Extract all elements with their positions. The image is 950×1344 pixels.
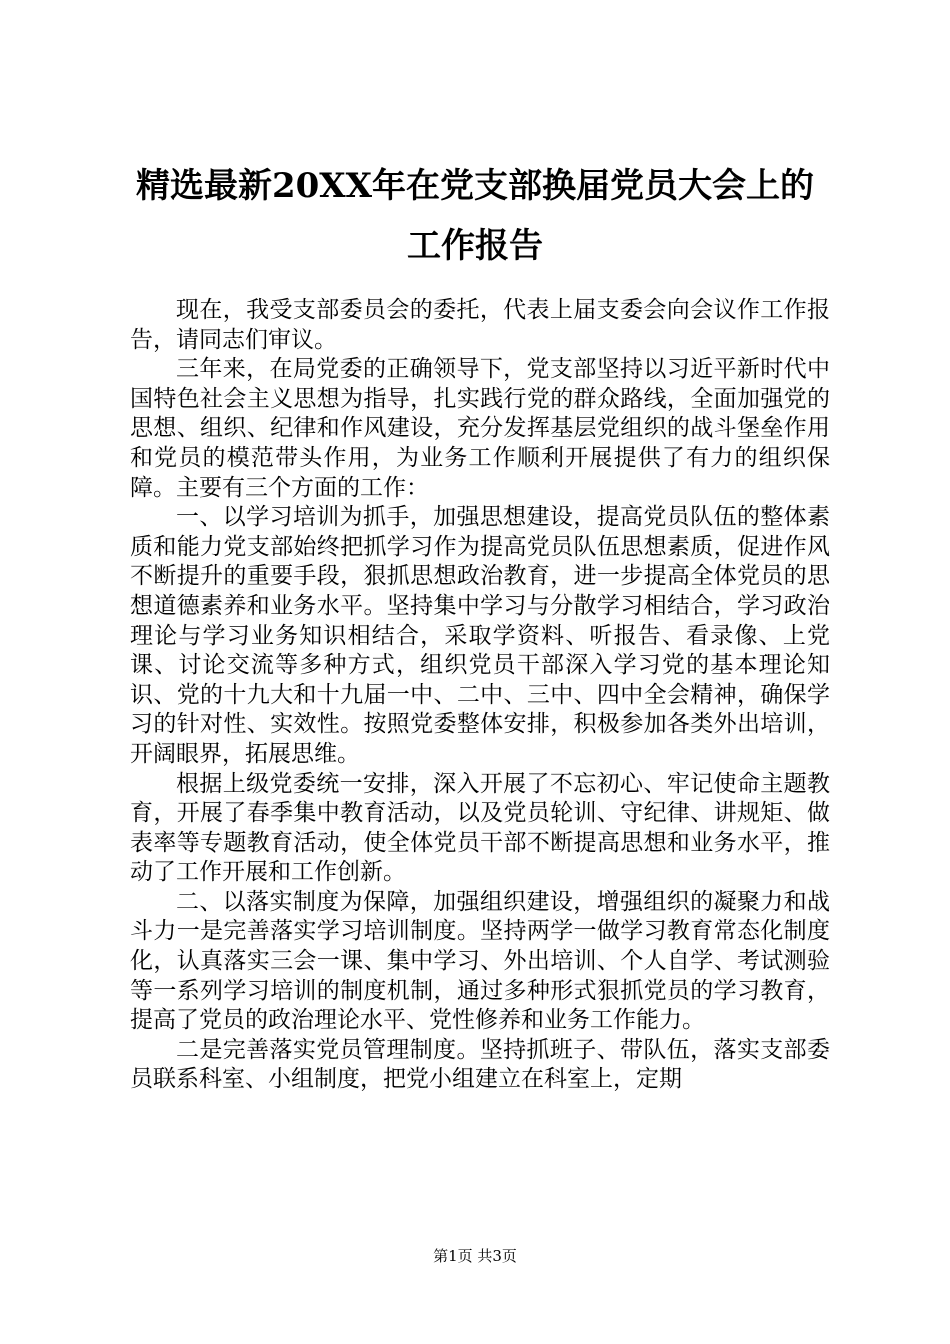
paragraph-education: 根据上级党委统一安排，深入开展了不忘初心、牢记使命主题教育，开展了春季集中教育活动，以及党员轮训、守纪律、讲规矩、做表率等专题教育活动，使全体党员干部不断提高思想和业务水平，推动了工作开展和工作创新。 [130,770,830,886]
paragraph-section-1: 一、以学习培训为抓手，加强思想建设，提高党员队伍的整体素质和能力党支部始终把抓学习作为提高党员队伍思想素质，促进作风不断提升的重要手段，狠抓思想政治教育，进一步提高全体党员的思想道德素养和业务水平。坚持集中学习与分散学习相结合，学习政治理论与学习业务知识相结合，采取学资料、听报告、看录像、上党课、讨论交流等多种方式，组织党员干部深入学习党的基本理论知识、党的十九大和十九届一中、二中、三中、四中全会精神，确保学习的针对性、实效性。按照党委整体安排，积极参加各类外出培训，开阔眼界，拓展思维。 [130,504,830,767]
document-title-line-2: 工作报告 [407,226,543,266]
paragraph-overview: 三年来，在局党委的正确领导下，党支部坚持以习近平新时代中国特色社会主义思想为指导，扎实践行党的群众路线，全面加强党的思想、组织、纪律和作风建设，充分发挥基层党组织的战斗堡垒作用和党员的模范带头作用，为业务工作顺利开展提供了有力的组织保障。主要有三个方面的工作： [130,356,830,501]
document-title-line-1: 精选最新20XX年在党支部换届党员大会上的 [135,166,815,206]
paragraph-section-2: 二、以落实制度为保障，加强组织建设，增强组织的凝聚力和战斗力一是完善落实学习培训制度。坚持两学一做学习教育常态化制度化，认真落实三会一课、集中学习、外出培训、个人自学、考试测验等一系列学习培训的制度机制，通过多种形式狠抓党员的学习教育，提高了党员的政治理论水平、党性修养和业务工作能力。 [130,888,830,1034]
page-footer: 第1页 共3页 [433,1247,517,1265]
paragraph-management: 二是完善落实党员管理制度。坚持抓班子、带队伍，落实支部委员联系科室、小组制度，把党小组建立在科室上，定期 [130,1036,830,1093]
document-body [130,296,830,1095]
paragraph-intro: 现在，我受支部委员会的委托，代表上届支委会向会议作工作报告，请同志们审议。 [130,297,830,353]
